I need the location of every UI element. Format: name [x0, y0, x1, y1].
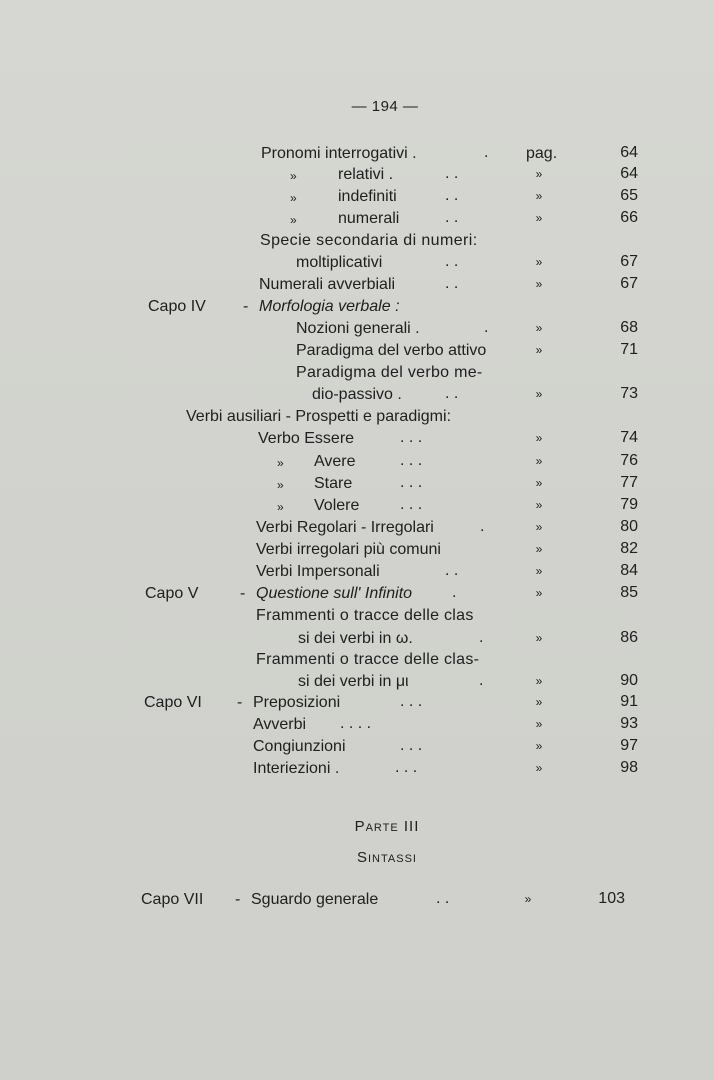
chapter-title: Morfologia verbale : [259, 298, 400, 315]
toc-entry-page: 73 [620, 385, 638, 402]
toc-entry-continuation: » [535, 498, 543, 512]
toc-entry-page: 64 [620, 144, 638, 161]
toc-entry-dots: . [480, 518, 485, 535]
toc-entry-page: 67 [620, 275, 638, 292]
toc-entry-dots: . . . [400, 693, 423, 710]
toc-entry-page: 65 [620, 187, 638, 204]
toc-entry-ditto: » [277, 478, 284, 492]
toc-entry-text: si dei verbi in ω. [298, 630, 413, 647]
chapter-label: Capo V [145, 585, 199, 602]
toc-entry-text: Volere [314, 497, 360, 514]
toc-entry-text: dio-passivo . [312, 386, 402, 403]
toc-entry-dots: . . . . [340, 715, 372, 732]
toc-entry-page: 67 [620, 253, 638, 270]
toc-entry-page: 98 [620, 759, 638, 776]
toc-entry-text: Verbi Regolari - Irregolari [256, 519, 434, 536]
toc-entry-text: moltiplicativi [296, 254, 383, 271]
section-heading: Sintassi [357, 849, 417, 866]
toc-entry-dots: . . [436, 890, 450, 907]
toc-entry-continuation: » [535, 387, 543, 401]
toc-entry-page: 103 [598, 890, 625, 907]
toc-entry-page: 80 [620, 518, 638, 535]
toc-entry-text: Interiezioni . [253, 760, 340, 777]
toc-entry-dots: . . . [400, 496, 423, 513]
toc-entry-text: relativi . [338, 166, 394, 183]
toc-entry-text: Avverbi [253, 716, 307, 733]
toc-entry-text: Paradigma del verbo me- [296, 364, 483, 381]
toc-entry-continuation: pag. [526, 145, 558, 162]
toc-entry-page: 68 [620, 319, 638, 336]
chapter-label: Capo VI [144, 694, 202, 711]
toc-entry-ditto: » [290, 191, 297, 205]
toc-entry-continuation: » [535, 343, 543, 357]
toc-entry-text: Stare [314, 475, 353, 492]
toc-entry-continuation: » [535, 739, 543, 753]
toc-entry-dots: . . . [400, 452, 423, 469]
toc-entry-page: 90 [620, 672, 638, 689]
toc-entry-page: 85 [620, 584, 638, 601]
toc-entry-continuation: » [535, 674, 543, 688]
toc-entry-text: Frammenti o tracce delle clas [256, 607, 474, 624]
toc-entry-page: 84 [620, 562, 638, 579]
toc-entry-text: Paradigma del verbo attivo [296, 342, 487, 359]
toc-entry-continuation: » [535, 321, 543, 335]
toc-entry-dots: . [484, 144, 489, 161]
toc-entry-continuation: » [535, 564, 543, 578]
toc-entry-page: 82 [620, 540, 638, 557]
toc-entry-continuation: » [535, 717, 543, 731]
toc-entry-page: 77 [620, 474, 638, 491]
toc-entry-text: Numerali avverbiali [259, 276, 396, 293]
toc-entry-dots: . . [445, 209, 459, 226]
toc-entry-text: si dei verbi in μι [298, 673, 409, 690]
toc-entry-dots: . . [445, 187, 459, 204]
chapter-dash: - [235, 891, 241, 908]
toc-entry-page: 79 [620, 496, 638, 513]
chapter-dash: - [237, 694, 243, 711]
toc-entry-continuation: » [535, 167, 543, 181]
toc-entry-dots: . . . [400, 737, 423, 754]
toc-entry-text: Frammenti o tracce delle clas- [256, 651, 480, 668]
toc-entry-text: Verbi Impersonali [256, 563, 380, 580]
toc-entry-page: 91 [620, 693, 638, 710]
chapter-title: Preposizioni [253, 694, 341, 711]
toc-entry-text: Congiunzioni [253, 738, 346, 755]
toc-entry-dots: . . [445, 275, 459, 292]
toc-section-text: Verbi ausiliari - Prospetti e paradigmi: [186, 408, 452, 425]
toc-entry-text: Nozioni generali . [296, 320, 420, 337]
toc-entry-text: Avere [314, 453, 356, 470]
toc-entry-text: indefiniti [338, 188, 397, 205]
toc-entry-dots: . . . [400, 474, 423, 491]
toc-entry-dots: . [479, 629, 484, 646]
toc-entry-dots: . . . [395, 759, 418, 776]
page-number: — 194 — [351, 98, 419, 115]
toc-entry-text: Pronomi interrogativi . [261, 145, 417, 162]
toc-entry-continuation: » [535, 211, 543, 225]
toc-entry-page: 66 [620, 209, 638, 226]
chapter-dash: - [243, 298, 249, 315]
toc-entry-continuation: » [535, 520, 543, 534]
toc-entry-continuation: » [535, 761, 543, 775]
chapter-dash: - [240, 585, 246, 602]
toc-entry-ditto: » [290, 213, 297, 227]
toc-entry-continuation: » [524, 892, 532, 906]
chapter-title: Questione sull' Infinito [256, 585, 413, 602]
chapter-label: Capo VII [141, 891, 204, 908]
toc-entry-text: numerali [338, 210, 400, 227]
chapter-label: Capo IV [148, 298, 206, 315]
toc-entry-dots: . . [445, 165, 459, 182]
toc-entry-continuation: » [535, 631, 543, 645]
toc-entry-continuation: » [535, 454, 543, 468]
toc-entry-text: Verbi irregolari più comuni [256, 541, 441, 558]
toc-entry-ditto: » [290, 169, 297, 183]
toc-entry-continuation: » [535, 476, 543, 490]
toc-entry-dots: . . . [400, 429, 423, 446]
toc-entry-continuation: » [535, 431, 543, 445]
toc-entry-continuation: » [535, 542, 543, 556]
toc-entry-page: 74 [620, 429, 638, 446]
toc-entry-ditto: » [277, 456, 284, 470]
toc-entry-continuation: » [535, 189, 543, 203]
toc-entry-continuation: » [535, 695, 543, 709]
toc-entry-dots: . . [445, 385, 459, 402]
chapter-title: Sguardo generale [251, 891, 379, 908]
toc-entry-dots: . . [445, 562, 459, 579]
part-heading: Parte III [354, 818, 420, 835]
toc-entry-text: Verbo Essere [258, 430, 355, 447]
toc-entry-page: 71 [620, 341, 638, 358]
toc-entry-continuation: » [535, 277, 543, 291]
toc-entry-dots: . [452, 584, 457, 601]
toc-entry-dots: . . [445, 253, 459, 270]
toc-entry-continuation: » [535, 586, 543, 600]
toc-entry-dots: . [484, 319, 489, 336]
toc-entry-page: 64 [620, 165, 638, 182]
toc-entry-page: 97 [620, 737, 638, 754]
toc-entry-text: Specie secondaria di numeri: [260, 232, 478, 249]
toc-entry-page: 86 [620, 629, 638, 646]
toc-entry-continuation: » [535, 255, 543, 269]
toc-entry-page: 76 [620, 452, 638, 469]
toc-entry-page: 93 [620, 715, 638, 732]
toc-entry-dots: . [479, 672, 484, 689]
toc-entry-ditto: » [277, 500, 284, 514]
